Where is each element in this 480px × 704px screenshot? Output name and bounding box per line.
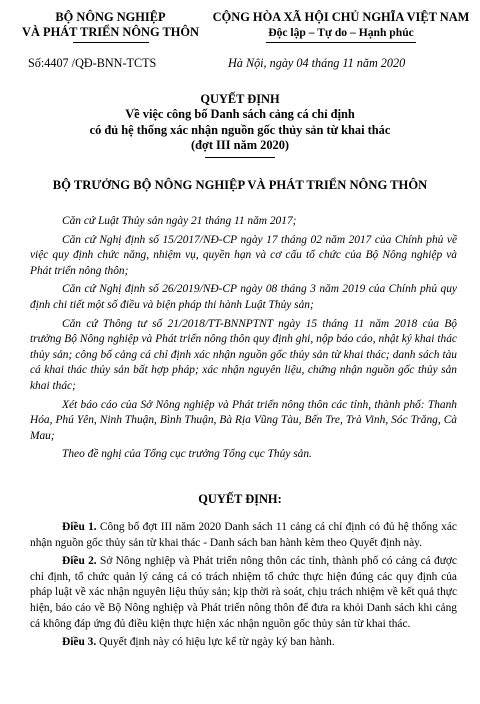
decision-title — [30, 92, 450, 158]
motto-underline — [266, 42, 416, 43]
preamble-item: Theo đề nghị của Tổng cục trưởng Tổng cục Thủy sản. — [62, 448, 312, 461]
title-subject-line2: có đủ hệ thống xác nhận nguồn gốc thủy sản từ khai thác — [89, 122, 391, 137]
ministry-name-line1: BỘ NÔNG NGHIỆP — [55, 10, 166, 24]
ministry-header — [8, 10, 213, 43]
preamble-item: Căn cứ Nghị định số 26/2019/NĐ-CP ngày 08 tháng 3 năm 2019 của Chính phủ quy định chi tiết một số điều và biện pháp thi hành Luật Thủy sản; — [30, 283, 457, 311]
preamble-item: Căn cứ Nghị định số 15/2017/NĐ-CP ngày 17 tháng 02 năm 2017 của Chính phủ về việc quy định chức năng, nhiệm vụ, quyền hạn và cơ cấu tổ chức của Bộ Nông nghiệp và Phát triển nông thôn; — [30, 233, 457, 277]
article-text: Công bố đợt III năm 2020 Danh sách 11 cảng cá chỉ định có đủ hệ thống xác nhận nguồn gốc thủy sản từ khai thác - Danh sách ban hành kèm theo Quyết định này. — [30, 521, 457, 549]
national-motto: Độc lập – Tự do – Hạnh phúc — [268, 26, 414, 39]
article-text: Sở Nông nghiệp và Phát triển nông thôn các tỉnh, thành phố có cảng cá được chỉ định, tổ chức quản lý cảng cá có trách nhiệm tổ chức thực hiện đúng các quy định của pháp luật về xác nhận nguyên liệu thủy sản; kịp thời rà soát, chịu trách nhiệm về kết quả thực hiện, báo cáo về Bộ Nông nghiệp và Phát triển nông thôn để đưa ra khỏi Danh sách khi cảng cá không đáp ứng đủ điều kiện thực hiện xác nhận nguồn gốc thủy sản từ khai thác. — [30, 555, 457, 630]
preamble — [30, 214, 457, 466]
date-line: Hà Nội, ngày 04 tháng 11 năm 2020 — [228, 56, 406, 70]
article — [30, 520, 457, 551]
preamble-item: Xét báo cáo của Sở Nông nghiệp và Phát triển nông thôn các tỉnh, thành phố: Thanh Hóa, Phú Yên, Ninh Thuận, Bình Thuận, Bà Rịa Vũng Tàu, Bến Tre, Trà Vinh, Sóc Trăng, Cà Mau; — [30, 398, 457, 442]
article-label: Điều 2. — [62, 555, 97, 568]
preamble-item: Căn cứ Luật Thủy sản ngày 21 tháng 11 năm 2017; — [62, 215, 297, 227]
article — [30, 554, 457, 632]
title-underline — [205, 157, 275, 158]
ministry-name-line2: VÀ PHÁT TRIỂN NÔNG THÔN — [22, 25, 199, 39]
ministry-underline — [73, 42, 149, 43]
article-text: Quyết định này có hiệu lực kể từ ngày ký ban hành. — [96, 636, 335, 649]
articles — [30, 520, 457, 654]
title-subject-line1: Về việc công bố Danh sách cảng cá chỉ định — [125, 107, 355, 122]
decision-heading: QUYẾT ĐỊNH: — [198, 492, 282, 506]
title-heading: QUYẾT ĐỊNH — [200, 92, 280, 106]
document-number: Số:4407 /QĐ-BNN-TCTS — [28, 56, 157, 70]
article — [30, 635, 457, 651]
issuing-authority: BỘ TRƯỞNG BỘ NÔNG NGHIỆP VÀ PHÁT TRIỂN NÔNG THÔN — [52, 178, 428, 192]
title-batch: (đợt III năm 2020) — [190, 138, 290, 153]
article-label: Điều 1. — [62, 521, 97, 533]
national-header — [205, 10, 477, 43]
preamble-item: Căn cứ Thông tư số 21/2018/TT-BNNPTNT ngày 15 tháng 11 năm 2018 của Bộ trưởng Bộ Nông nghiệp và Phát triển nông thôn quy định ghi, nộp báo cáo, nhật ký khai thác thủy sản; công bố cảng cá chỉ định xác nhận nguồn gốc thủy sản từ khai thác; danh sách tàu cá khai thác thủy sản bất hợp pháp; xác nhận nguyên liệu, chứng nhận nguồn gốc thủy sản khai thác; — [30, 317, 457, 392]
article-label: Điều 3. — [62, 636, 97, 649]
country-name: CỘNG HÒA XÃ HỘI CHỦ NGHĨA VIỆT NAM — [212, 10, 470, 24]
